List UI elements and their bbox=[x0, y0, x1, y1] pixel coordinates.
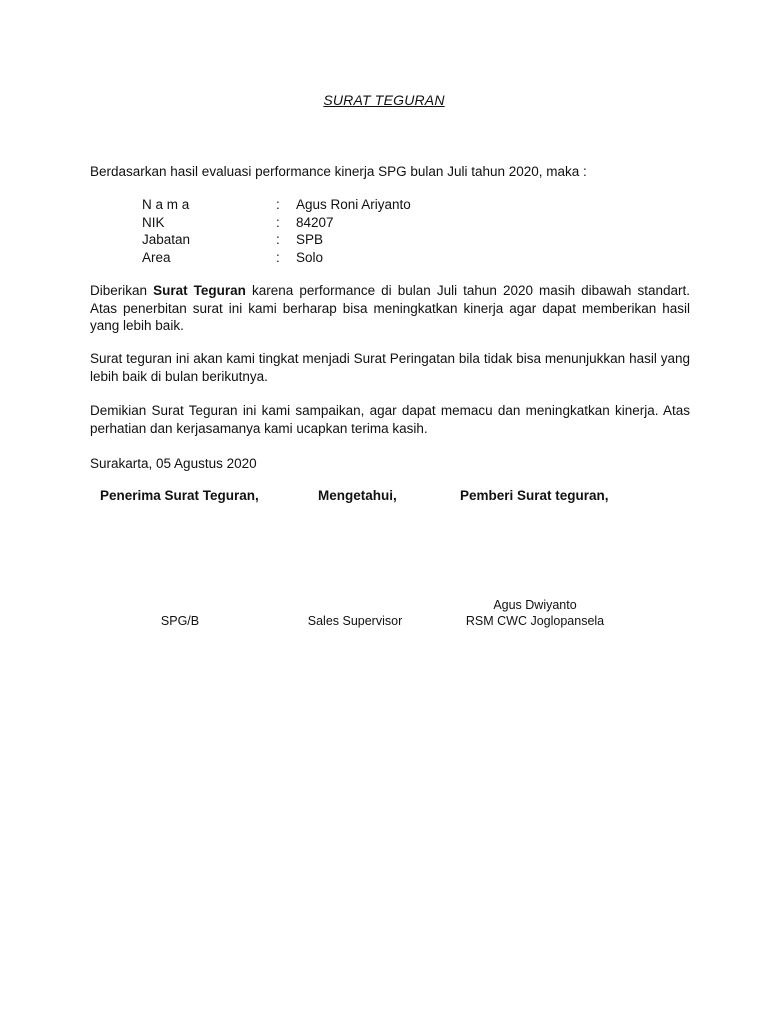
field-value: Agus Roni Ariyanto bbox=[296, 197, 411, 212]
field-label: N a m a bbox=[142, 197, 190, 212]
acknowledger-role: Sales Supervisor bbox=[307, 614, 403, 628]
field-label: Area bbox=[142, 249, 171, 265]
issuer-name: Agus Dwiyanto bbox=[493, 598, 577, 612]
field-colon: : bbox=[276, 197, 280, 212]
field-value: 84207 bbox=[296, 214, 334, 230]
field-label: Jabatan bbox=[142, 232, 191, 247]
field-label: NIK bbox=[142, 214, 165, 230]
body-paragraph-2: Surat teguran ini akan kami tingkat menjadi Surat Peringatan bila tidak bisa menunjukkan hasil yang lebih baik di bulan berikutnya. bbox=[90, 351, 690, 384]
field-row-area bbox=[142, 249, 411, 267]
employee-fields bbox=[142, 196, 411, 266]
letter-title: SURAT TEGURAN bbox=[323, 92, 445, 108]
issuer-role: RSM CWC Joglopansela bbox=[465, 614, 605, 628]
body-paragraph-3: Demikian Surat Teguran ini kami sampaikan, agar dapat memacu dan meningkatkan kinerja. Atas perhatian dan kerjasamanya kami ucapkan terima kasih. bbox=[90, 403, 690, 436]
acknowledger-heading: Mengetahui, bbox=[318, 488, 397, 503]
body-paragraph-1 bbox=[90, 282, 690, 335]
field-row-jabatan bbox=[142, 231, 411, 249]
body1-bold: Surat Teguran bbox=[153, 283, 246, 298]
recipient-role: SPG/B bbox=[160, 614, 200, 628]
letter-date: Surakarta, 05 Agustus 2020 bbox=[90, 456, 257, 471]
field-colon: : bbox=[276, 214, 280, 230]
field-row-nik bbox=[142, 214, 411, 232]
recipient-heading: Penerima Surat Teguran, bbox=[100, 488, 259, 503]
body1-pre: Diberikan bbox=[90, 283, 154, 298]
field-value: Solo bbox=[296, 249, 324, 265]
intro-paragraph: Berdasarkan hasil evaluasi performance kinerja SPG bulan Juli tahun 2020, maka : bbox=[90, 164, 587, 179]
field-colon: : bbox=[276, 232, 280, 247]
field-value: SPB bbox=[296, 232, 324, 247]
issuer-heading: Pemberi Surat teguran, bbox=[460, 488, 609, 503]
field-row-name bbox=[142, 196, 411, 214]
field-colon: : bbox=[276, 249, 280, 265]
body1-post: karena performance di bulan Juli tahun 2020 masih dibawah standart. Atas penerbitan surat ini kami berharap bisa meningkatkan kinerja agar dapat memberikan hasil yang lebih baik. bbox=[90, 283, 691, 333]
